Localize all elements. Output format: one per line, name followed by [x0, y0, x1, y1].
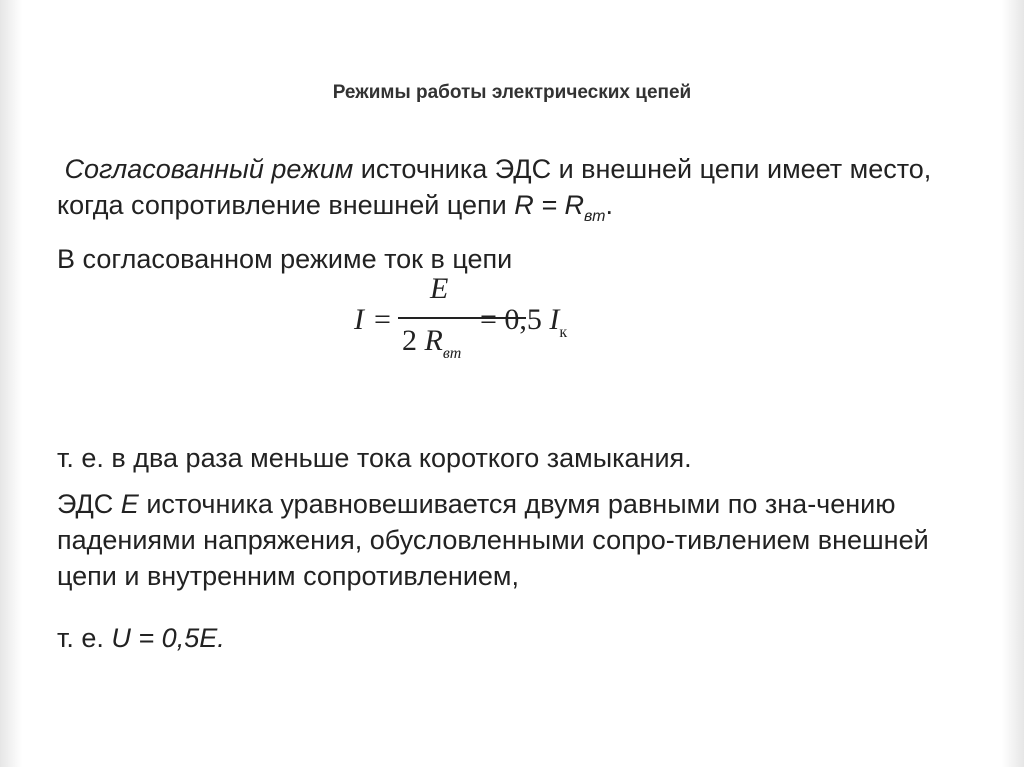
- paragraph-emf-balance: ЭДС E источника уравновешивается двумя равными по зна-чению падениями напряжения, обусловленными сопро-тивлением внешней цепи и внутренним сопротивлением,: [57, 489, 929, 591]
- paragraph-voltage: т. е. U = 0,5E.: [57, 623, 225, 653]
- left-edge-shadow: [0, 0, 22, 767]
- paragraph-text: источника ЭДС и внешней цепи имеет место, когда сопротивление внешней цепи: [57, 154, 932, 220]
- formula-lhs: I: [354, 303, 364, 336]
- resistance-equation: $R = R_{вт}$: [514, 190, 606, 225]
- paragraph-short-circuit: т. е. в два раза меньше тока короткого замыкания.: [57, 443, 692, 473]
- voltage-equation: U = 0,5E.: [111, 623, 225, 653]
- formula-rhs: = 0,5 $I_к$: [480, 303, 568, 341]
- formula-equals: =: [374, 303, 391, 336]
- formula-denominator: 2 $R_{вт}$: [402, 324, 462, 362]
- italic-e: E: [120, 489, 139, 519]
- current-formula: [348, 270, 608, 370]
- paragraph-matched-mode: Согласованный режим источника ЭДС и внешней цепи имеет место, когда сопротивление внешней цепи $R = R_{вт}$.: [57, 154, 932, 225]
- slide-title: Режимы работы электрических цепей: [332, 82, 692, 103]
- italic-term: Согласованный режим: [64, 154, 354, 184]
- right-edge-shadow: [1002, 0, 1024, 767]
- formula-numerator: E: [430, 272, 449, 305]
- paragraph-current: В согласованном режиме ток в цепи: [57, 244, 513, 274]
